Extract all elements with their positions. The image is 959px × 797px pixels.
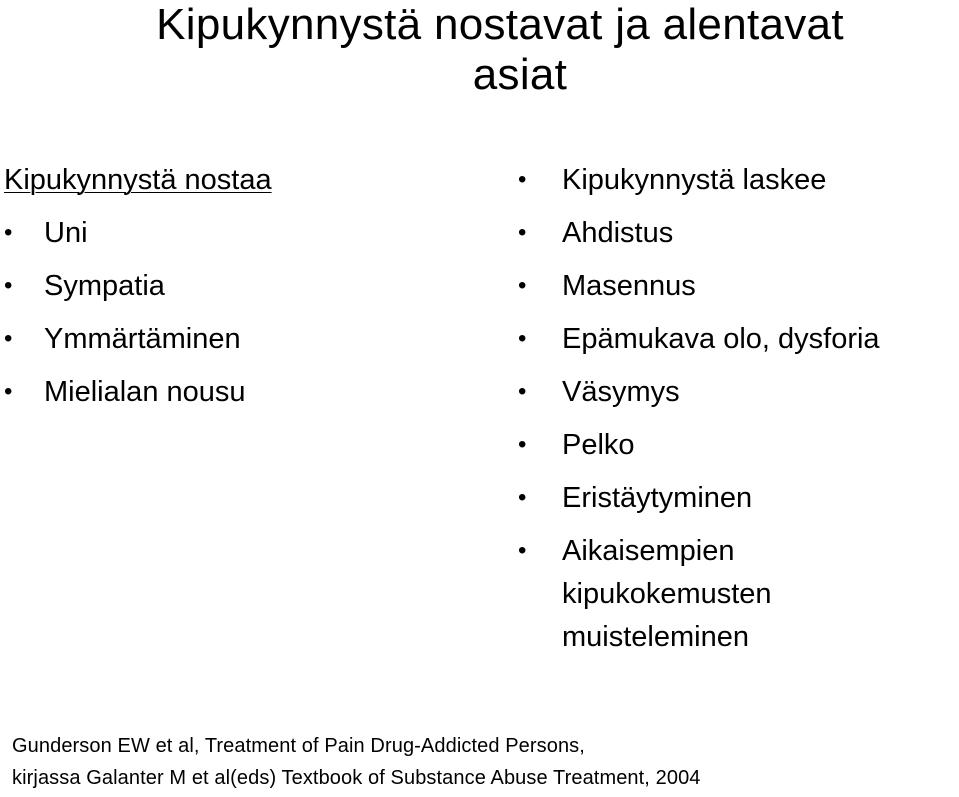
list-item — [4, 318, 424, 360]
left-column-heading: Kipukynnystä nostaa — [4, 164, 272, 196]
bullet-icon: • — [518, 272, 527, 299]
bullet-icon: • — [518, 166, 527, 193]
right-bullet-list — [516, 159, 959, 659]
bullet-icon: • — [518, 378, 527, 405]
list-item-text: Ahdistus — [562, 217, 674, 249]
bullet-icon: • — [4, 219, 13, 246]
list-item-text: Väsymys — [562, 376, 680, 408]
bullet-icon: • — [518, 325, 527, 352]
list-item — [4, 265, 424, 307]
reference-line-2: kirjassa Galanter M et al(eds) Textbook of Substance Abuse Treatment, 2004 — [12, 767, 701, 789]
list-item — [516, 424, 959, 466]
slide-title — [40, 0, 959, 100]
list-item — [516, 371, 959, 413]
right-column-heading: Kipukynnystä laskee — [562, 164, 827, 196]
list-item — [516, 530, 959, 659]
bullet-icon: • — [4, 272, 13, 299]
bullet-icon: • — [518, 484, 527, 511]
slide-title-line-1: Kipukynnystä nostavat ja alentavat — [156, 0, 844, 49]
bullet-icon: • — [4, 378, 13, 405]
list-item — [4, 212, 424, 254]
slide-title-line-2: asiat — [472, 50, 568, 99]
reference-citation — [12, 730, 952, 794]
right-column-heading-item — [516, 159, 959, 201]
list-item-text: Aikaisempien kipukokemusten muisteleminen — [562, 535, 772, 653]
list-item — [516, 477, 959, 519]
list-item-text: Masennus — [562, 270, 696, 302]
bullet-icon: • — [518, 431, 527, 458]
left-bullet-list — [4, 212, 424, 413]
list-item — [516, 318, 959, 360]
bullet-icon: • — [518, 219, 527, 246]
list-item-text: Ymmärtäminen — [44, 323, 241, 355]
list-item-text: Mielialan nousu — [44, 376, 246, 408]
right-column — [516, 159, 959, 659]
list-item — [516, 265, 959, 307]
list-item-text: Eristäytyminen — [562, 482, 753, 514]
list-item-text: Sympatia — [44, 270, 165, 302]
list-item — [4, 371, 424, 413]
bullet-icon: • — [4, 325, 13, 352]
list-item-text: Uni — [44, 217, 88, 249]
reference-line-1: Gunderson EW et al, Treatment of Pain Drug-Addicted Persons, — [12, 735, 585, 757]
list-item-text: Pelko — [562, 429, 635, 461]
bullet-icon: • — [518, 537, 527, 564]
left-column — [4, 159, 424, 413]
list-item — [516, 212, 959, 254]
list-item-text: Epämukava olo, dysforia — [562, 323, 880, 355]
